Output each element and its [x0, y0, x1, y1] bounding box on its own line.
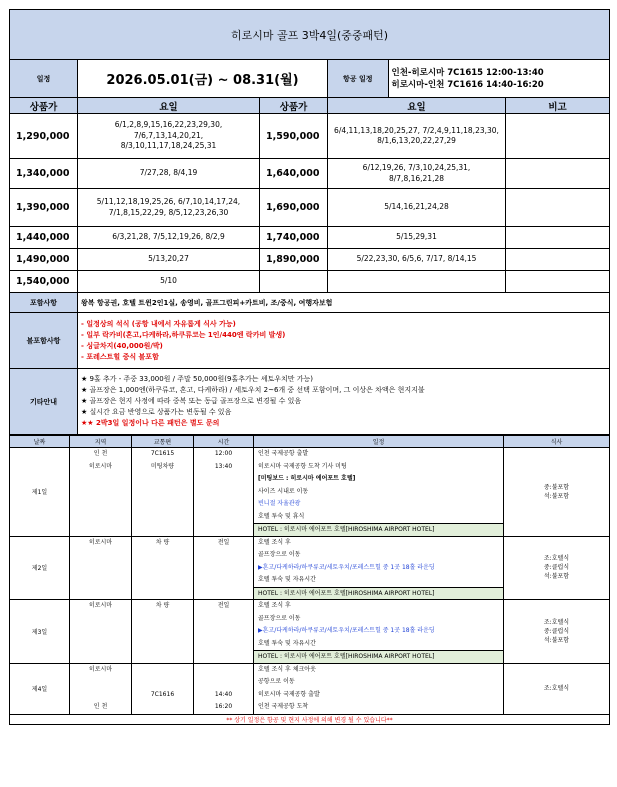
price-row	[10, 271, 610, 293]
region-value: 인 천	[93, 703, 108, 710]
meal-cell	[504, 448, 610, 537]
price-row	[10, 227, 610, 249]
price-row	[10, 189, 610, 227]
time-value	[194, 511, 253, 524]
meal-cell	[504, 663, 610, 714]
day-row	[10, 448, 610, 537]
price-dates	[78, 189, 260, 227]
notes-item: ★ 골프장은 1,000엔(하쿠류코, 혼고, 다케하라) / 세토우치 2~6개 중 선택 포함이며, 그 이상은 차액은 현지지불	[81, 386, 425, 394]
price-value: 1,540,000	[10, 271, 78, 293]
transport-value	[132, 676, 193, 689]
flight-label: 항공 일정	[328, 60, 388, 97]
time-value	[194, 638, 253, 651]
transport-value	[132, 664, 193, 677]
time-value	[194, 664, 253, 677]
transport-value	[132, 701, 193, 714]
header-days-1: 요일	[78, 98, 260, 114]
period-value: 2026.05.01(금) ~ 08.31(월)	[78, 60, 328, 98]
region-value	[70, 486, 131, 499]
price-dates	[78, 159, 260, 189]
remark-cell	[506, 189, 610, 227]
transport-cell	[132, 536, 194, 600]
itinerary-cell	[254, 448, 504, 537]
date-line: 5/11,12,18,19,25,26, 6/7,10,14,17,24,	[96, 197, 241, 206]
price-dates	[328, 271, 506, 293]
meal-cell	[504, 600, 610, 664]
time-cell	[194, 536, 254, 600]
day-label: 제4일	[10, 663, 70, 714]
itinerary-line: 골프장으로 이동	[258, 551, 301, 558]
price-dates	[78, 114, 260, 159]
flight-outbound: 인천-히로시마 7C1615 12:00-13:40	[391, 67, 544, 78]
notes-item: ★ 골프장은 현지 사정에 따라 중복 또는 동급 골프장으로 변경될 수 있음	[81, 397, 302, 405]
transport-value	[132, 498, 193, 511]
itinerary-line: 사이즈 시내로 이동	[258, 487, 309, 495]
region-cell	[70, 600, 132, 664]
price-value: 1,740,000	[260, 227, 328, 249]
meal-item: 중:클럽식	[543, 564, 570, 572]
price-value: 1,340,000	[10, 159, 78, 189]
transport-value	[132, 511, 193, 524]
date-line: 5/22,23,30, 6/5,6, 7/17, 8/14,15	[356, 254, 477, 264]
time-value: 전일	[217, 538, 230, 546]
itinerary-line: 호텔 투숙 및 휴식	[258, 512, 305, 520]
price-dates	[78, 249, 260, 271]
region-value	[70, 613, 131, 626]
price-dates	[78, 227, 260, 249]
region-value	[70, 625, 131, 638]
transport-value	[132, 549, 193, 562]
itinerary-line: 호텔 조식 후 체크아웃	[258, 665, 316, 673]
itinerary-line: 히로시마 국제공항 출발	[258, 690, 320, 698]
price-dates	[328, 227, 506, 249]
itinerary-line: ▶혼고/다케하라/하쿠류코/세토우치/포레스트힐 중 1곳 18홀 라운딩	[258, 563, 435, 571]
itinerary-line: 호텔 투숙 및 자유시간	[258, 639, 316, 647]
date-line: 5/10	[160, 276, 177, 286]
sched-header-time: 시간	[194, 436, 254, 448]
price-row	[10, 159, 610, 189]
sched-header-transport: 교통편	[132, 436, 194, 448]
price-row	[10, 114, 610, 159]
meal-item: 조:호텔식	[543, 685, 570, 692]
day-label: 제3일	[10, 600, 70, 664]
sched-header-meals: 식사	[504, 436, 610, 448]
day-row	[10, 663, 610, 714]
date-line: 8/1,6,13,20,22,27,29	[377, 136, 456, 145]
time-value	[194, 562, 253, 575]
price-dates	[328, 159, 506, 189]
transport-value	[132, 638, 193, 651]
region-value	[70, 638, 131, 651]
excludes-item: - 포레스트힐 중식 불포함	[81, 352, 159, 361]
header-remark: 비고	[506, 98, 610, 114]
time-value	[194, 676, 253, 689]
time-value: 12:00	[214, 450, 233, 457]
date-line: 5/14,16,21,24,28	[384, 202, 449, 212]
time-value: 13:40	[214, 462, 233, 470]
itinerary-line: 빈니절 자율관광	[258, 500, 301, 507]
price-row	[10, 249, 610, 271]
date-line: 7/6,7,13,14,20,21,	[133, 130, 204, 140]
transport-value: 차 량	[155, 538, 170, 546]
notes-warning: ★★ 2박3일 일정이나 다른 패턴은 별도 문의	[81, 419, 220, 427]
price-value: 1,440,000	[10, 227, 78, 249]
price-value: 1,390,000	[10, 189, 78, 227]
transport-value	[132, 613, 193, 626]
region-cell	[70, 663, 132, 714]
region-value	[70, 511, 131, 524]
region-value: 히로시마	[88, 602, 113, 609]
header-price-1: 상품가	[10, 98, 78, 114]
transport-value	[132, 562, 193, 575]
time-value	[194, 574, 253, 587]
notes-item: ★ 실시간 요금 반영으로 상품가는 변동될 수 있음	[81, 408, 232, 416]
period-label: 일정	[10, 60, 78, 98]
price-value: 1,890,000	[260, 249, 328, 271]
time-value: 전일	[217, 602, 230, 609]
excludes-label: 불포함사항	[10, 313, 78, 369]
itinerary-line: 골프장으로 이동	[258, 614, 301, 622]
region-value: 히로시마	[88, 665, 113, 673]
itinerary-cell	[254, 536, 504, 600]
date-line: 5/15,29,31	[396, 232, 437, 242]
date-line: 6/3,21,28, 7/5,12,19,26, 8/2,9	[112, 232, 225, 242]
meal-item: 석:불포함	[543, 492, 570, 500]
date-line: 6/1,2,8,9,15,16,22,23,29,30,	[114, 120, 223, 130]
itinerary-line: 인천 국제공항 도착	[258, 703, 309, 710]
price-value: 1,490,000	[10, 249, 78, 271]
transport-cell	[132, 663, 194, 714]
itinerary-cell	[254, 663, 504, 714]
price-value: 1,690,000	[260, 189, 328, 227]
remark-cell	[506, 271, 610, 293]
date-line: 8/3,10,11,17,18,24,25,31	[120, 141, 217, 151]
sched-header-date: 날짜	[10, 436, 70, 448]
price-value: 1,590,000	[260, 114, 328, 159]
remark-cell	[506, 227, 610, 249]
transport-value	[132, 625, 193, 638]
time-cell	[194, 663, 254, 714]
excludes-item: - 일부 락카비(혼고,다케하라,하쿠류코는 1인/440엔 락카비 발생)	[81, 330, 286, 339]
remark-cell	[506, 159, 610, 189]
meal-item: 석:불포함	[543, 573, 570, 581]
region-cell	[70, 448, 132, 537]
transport-value	[132, 574, 193, 587]
itinerary-line: 공항으로 이동	[258, 678, 295, 685]
date-line: 7/27,28, 8/4,19	[139, 168, 198, 178]
itinerary-line: 호텔 투숙 및 자유시간	[258, 576, 316, 583]
date-line: 5/13,20,27	[148, 254, 189, 264]
meal-item: 석:불포함	[543, 636, 570, 644]
transport-value: 차 량	[155, 602, 170, 609]
itinerary-cell	[254, 600, 504, 664]
day-label: 제2일	[10, 536, 70, 600]
time-value	[194, 473, 253, 486]
transport-cell	[132, 448, 194, 537]
itinerary-line: 히로시마 국제공항 도착 기사 미팅	[258, 462, 347, 470]
excludes-list	[78, 313, 610, 369]
price-dates	[328, 189, 506, 227]
region-value	[70, 473, 131, 486]
notes-list	[78, 369, 610, 435]
hotel-line: HOTEL : 히로시마 에어포트 호텔[HIROSHIMA AIRPORT HOTEL]	[254, 587, 503, 600]
transport-value	[132, 486, 193, 499]
meal-item: 중:불포함	[543, 483, 570, 491]
meal-item: 조:호텔식	[543, 618, 570, 626]
transport-value: 7C1615	[150, 450, 175, 457]
date-line: 7/1,8,15,22,29, 8/5,12,23,26,30	[108, 207, 229, 217]
meal-item: 중:클럽식	[543, 627, 570, 635]
meal-item: 조:호텔식	[543, 555, 570, 563]
time-value	[194, 625, 253, 638]
time-cell	[194, 600, 254, 664]
transport-value: 7C1616	[150, 690, 175, 698]
notes-label: 기타안내	[10, 369, 78, 435]
date-line: 6/4,11,13,18,20,25,27, 7/2,4,9,11,18,23,30,	[334, 125, 499, 135]
includes-text: 왕복 항공권, 호텔 트윈2인1실, 송영비, 골프그린피+카트비, 조/중식, 여행자보험	[78, 293, 610, 313]
itinerary-line: 호텔 조식 후	[258, 538, 291, 546]
flight-info	[388, 60, 609, 97]
date-line: 6/12,19,26, 7/3,10,24,25,31,	[362, 163, 471, 172]
region-value	[70, 562, 131, 575]
excludes-item: - 싱글차지(40,000원/박)	[81, 341, 163, 350]
itinerary-line: 호텔 조식 후	[258, 602, 291, 609]
region-value	[70, 498, 131, 511]
itinerary-sheet	[9, 9, 609, 725]
hotel-line: HOTEL : 히로시마 에어포트 호텔[HIROSHIMA AIRPORT HOTEL]	[254, 523, 503, 536]
region-value: 히로시마	[88, 538, 113, 546]
time-value	[194, 486, 253, 499]
time-value: 16:20	[214, 703, 233, 710]
region-value	[70, 574, 131, 587]
price-dates	[328, 114, 506, 159]
region-value: 히로시마	[88, 462, 113, 470]
time-value	[194, 549, 253, 562]
day-row	[10, 536, 610, 600]
footer-note: ** 상기 일정은 항공 및 현지 사정에 의해 변경 될 수 있습니다**	[10, 714, 610, 724]
time-value	[194, 613, 253, 626]
page-title: 히로시마 골프 3박4일(중중패턴)	[10, 10, 610, 60]
remark-cell	[506, 249, 610, 271]
region-value	[70, 689, 131, 702]
price-value: 1,290,000	[10, 114, 78, 159]
header-days-2: 요일	[328, 98, 506, 114]
day-label: 제1일	[10, 448, 70, 537]
day-row	[10, 600, 610, 664]
region-cell	[70, 536, 132, 600]
header-price-2: 상품가	[260, 98, 328, 114]
notes-item: ★ 9홀 추가 - 주중 33,000원 / 주말 50,000원(9홀추가는 셰토우치만 가능)	[81, 375, 314, 383]
remark-cell	[506, 114, 610, 159]
region-value	[70, 676, 131, 689]
sched-header-itinerary: 일정	[254, 436, 504, 448]
time-value: 14:40	[214, 690, 233, 698]
region-value	[70, 549, 131, 562]
price-dates	[328, 249, 506, 271]
region-value: 인 천	[93, 450, 108, 457]
itinerary-line: ▶혼고/다케하라/하쿠류코/세토우치/포레스트힐 중 1곳 18홀 라운딩	[258, 627, 435, 634]
price-value: 1,640,000	[260, 159, 328, 189]
price-dates	[78, 271, 260, 293]
sched-header-region: 지역	[70, 436, 132, 448]
transport-value	[132, 473, 193, 486]
itinerary-line: 인천 국제공항 출발	[258, 450, 309, 457]
date-line: 8/7,8,16,21,28	[388, 173, 444, 183]
hotel-line: HOTEL : 히로시마 에어포트 호텔[HIROSHIMA AIRPORT HOTEL]	[254, 650, 503, 663]
includes-label: 포함사항	[10, 293, 78, 313]
price-value	[260, 271, 328, 293]
itinerary-line: [미팅보드 : 히로시마 에어포트 호텔]	[258, 475, 356, 482]
transport-cell	[132, 600, 194, 664]
flight-return: 히로시마-인천 7C1616 14:40-16:20	[391, 79, 544, 90]
time-value	[194, 498, 253, 511]
time-cell	[194, 448, 254, 537]
meal-cell	[504, 536, 610, 600]
excludes-item: - 일정상의 석식 (공항 내에서 자유롭게 식사 가능)	[81, 319, 236, 328]
transport-value: 미팅차량	[150, 462, 175, 470]
